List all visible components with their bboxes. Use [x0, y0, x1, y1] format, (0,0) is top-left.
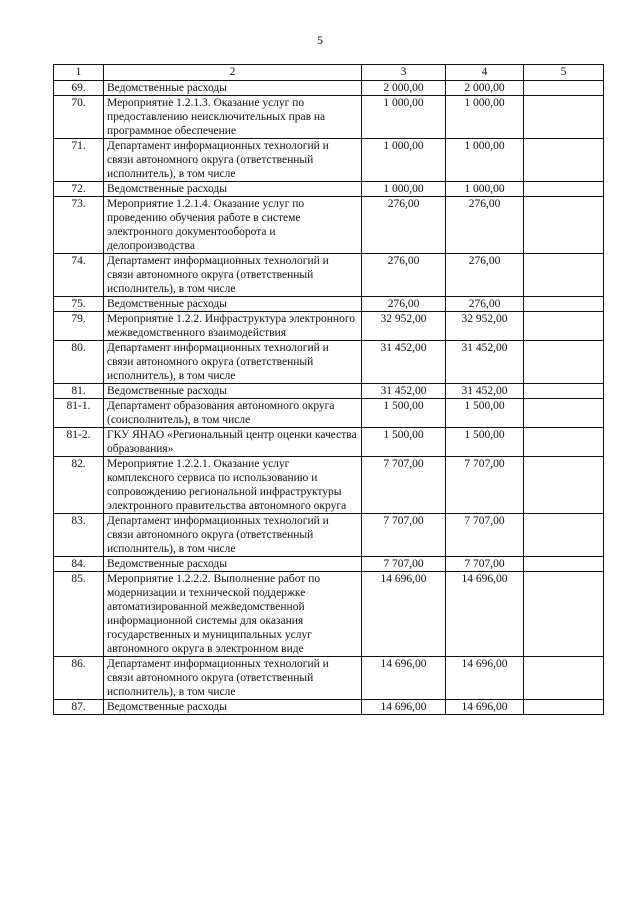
table-row: [54, 139, 604, 182]
row-col5: [524, 700, 604, 715]
row-amount-col4: 14 696,00: [446, 572, 524, 657]
table-row: [54, 96, 604, 139]
row-amount-col4: 31 452,00: [446, 341, 524, 384]
row-col5: [524, 457, 604, 514]
header-col-1: 1: [54, 65, 104, 81]
row-description: Ведомственные расходы: [104, 384, 362, 399]
row-description: Департамент информационных технологий и связи автономного округа (ответственный исполнитель), в том числе: [104, 341, 362, 384]
table-row: [54, 514, 604, 557]
table-row: [54, 182, 604, 197]
row-amount-col3: 1 000,00: [362, 96, 446, 139]
row-col5: [524, 96, 604, 139]
table-row: [54, 341, 604, 384]
row-description: Департамент информационных технологий и связи автономного округа (ответственный исполнитель), в том числе: [104, 657, 362, 700]
table-row: [54, 428, 604, 457]
row-amount-col3: 276,00: [362, 197, 446, 254]
table-row: [54, 399, 604, 428]
header-col-5: 5: [524, 65, 604, 81]
budget-table: [53, 64, 604, 715]
row-col5: [524, 557, 604, 572]
row-col5: [524, 297, 604, 312]
row-amount-col4: 7 707,00: [446, 457, 524, 514]
row-number: 73.: [54, 197, 104, 254]
table-row: [54, 700, 604, 715]
row-description: Ведомственные расходы: [104, 557, 362, 572]
row-col5: [524, 182, 604, 197]
row-amount-col3: 1 500,00: [362, 399, 446, 428]
row-number: 75.: [54, 297, 104, 312]
row-amount-col4: 1 000,00: [446, 182, 524, 197]
row-description: Департамент информационных технологий и связи автономного округа (ответственный исполнитель), в том числе: [104, 254, 362, 297]
table-row: [54, 297, 604, 312]
row-amount-col3: 7 707,00: [362, 514, 446, 557]
table-row: [54, 457, 604, 514]
row-amount-col3: 7 707,00: [362, 557, 446, 572]
row-number: 84.: [54, 557, 104, 572]
row-amount-col3: 14 696,00: [362, 572, 446, 657]
row-amount-col3: 7 707,00: [362, 457, 446, 514]
table-row: [54, 81, 604, 96]
header-col-4: 4: [446, 65, 524, 81]
row-amount-col4: 7 707,00: [446, 514, 524, 557]
row-col5: [524, 657, 604, 700]
row-number: 71.: [54, 139, 104, 182]
table-row: [54, 312, 604, 341]
row-col5: [524, 139, 604, 182]
row-number: 86.: [54, 657, 104, 700]
row-amount-col3: 14 696,00: [362, 657, 446, 700]
row-amount-col3: 276,00: [362, 254, 446, 297]
row-number: 83.: [54, 514, 104, 557]
row-amount-col4: 1 500,00: [446, 428, 524, 457]
row-amount-col4: 1 000,00: [446, 96, 524, 139]
row-amount-col4: 276,00: [446, 254, 524, 297]
row-amount-col4: 14 696,00: [446, 700, 524, 715]
row-number: 81-1.: [54, 399, 104, 428]
row-description: Мероприятие 1.2.1.4. Оказание услуг по проведению обучения работе в системе электронного документооборота и делопроизводства: [104, 197, 362, 254]
row-amount-col3: 1 000,00: [362, 139, 446, 182]
row-amount-col4: 1 000,00: [446, 139, 524, 182]
row-col5: [524, 341, 604, 384]
row-number: 80.: [54, 341, 104, 384]
row-description: Мероприятие 1.2.1.3. Оказание услуг по предоставлению неисключительных прав на программное обеспечение: [104, 96, 362, 139]
row-amount-col4: 7 707,00: [446, 557, 524, 572]
row-description: Мероприятие 1.2.2.2. Выполнение работ по модернизации и технической поддержке автоматизированной межведомственной информационной системы для оказания государственных и муниципальных услуг автономного округа в электронном виде: [104, 572, 362, 657]
row-description: Ведомственные расходы: [104, 182, 362, 197]
row-col5: [524, 81, 604, 96]
row-description: Департамент образования автономного округа (соисполнитель), в том числе: [104, 399, 362, 428]
table-row: [54, 384, 604, 399]
row-amount-col4: 1 500,00: [446, 399, 524, 428]
row-description: Ведомственные расходы: [104, 700, 362, 715]
row-description: Департамент информационных технологий и связи автономного округа (ответственный исполнитель), в том числе: [104, 514, 362, 557]
row-amount-col4: 276,00: [446, 197, 524, 254]
row-amount-col3: 1 500,00: [362, 428, 446, 457]
row-col5: [524, 312, 604, 341]
row-amount-col3: 2 000,00: [362, 81, 446, 96]
row-number: 81-2.: [54, 428, 104, 457]
row-number: 70.: [54, 96, 104, 139]
table-row: [54, 197, 604, 254]
row-description: Департамент информационных технологий и связи автономного округа (ответственный исполнитель), в том числе: [104, 139, 362, 182]
table-row: [54, 557, 604, 572]
row-number: 87.: [54, 700, 104, 715]
page-number: 5: [317, 33, 323, 47]
row-amount-col4: 32 952,00: [446, 312, 524, 341]
header-col-3: 3: [362, 65, 446, 81]
row-amount-col3: 31 452,00: [362, 384, 446, 399]
row-number: 69.: [54, 81, 104, 96]
row-description: Ведомственные расходы: [104, 297, 362, 312]
row-number: 79.: [54, 312, 104, 341]
row-number: 72.: [54, 182, 104, 197]
row-number: 81.: [54, 384, 104, 399]
row-col5: [524, 572, 604, 657]
table-row: [54, 657, 604, 700]
table-row: [54, 572, 604, 657]
row-col5: [524, 428, 604, 457]
table-row: [54, 254, 604, 297]
row-amount-col4: 14 696,00: [446, 657, 524, 700]
row-col5: [524, 254, 604, 297]
row-amount-col3: 14 696,00: [362, 700, 446, 715]
row-amount-col4: 276,00: [446, 297, 524, 312]
row-number: 74.: [54, 254, 104, 297]
header-row: [54, 65, 604, 81]
row-description: Ведомственные расходы: [104, 81, 362, 96]
row-amount-col3: 276,00: [362, 297, 446, 312]
header-col-2: 2: [104, 65, 362, 81]
row-amount-col4: 31 452,00: [446, 384, 524, 399]
row-description: ГКУ ЯНАО «Региональный центр оценки качества образования»: [104, 428, 362, 457]
row-col5: [524, 197, 604, 254]
row-amount-col3: 32 952,00: [362, 312, 446, 341]
row-col5: [524, 399, 604, 428]
row-description: Мероприятие 1.2.2.1. Оказание услуг комплексного сервиса по использованию и сопровождению региональной инфраструктуры электронного правительства автономного округа: [104, 457, 362, 514]
row-number: 82.: [54, 457, 104, 514]
row-description: Мероприятие 1.2.2. Инфраструктура электронного межведомственного взаимодействия: [104, 312, 362, 341]
row-col5: [524, 514, 604, 557]
row-col5: [524, 384, 604, 399]
row-amount-col4: 2 000,00: [446, 81, 524, 96]
row-amount-col3: 1 000,00: [362, 182, 446, 197]
row-number: 85.: [54, 572, 104, 657]
row-amount-col3: 31 452,00: [362, 341, 446, 384]
